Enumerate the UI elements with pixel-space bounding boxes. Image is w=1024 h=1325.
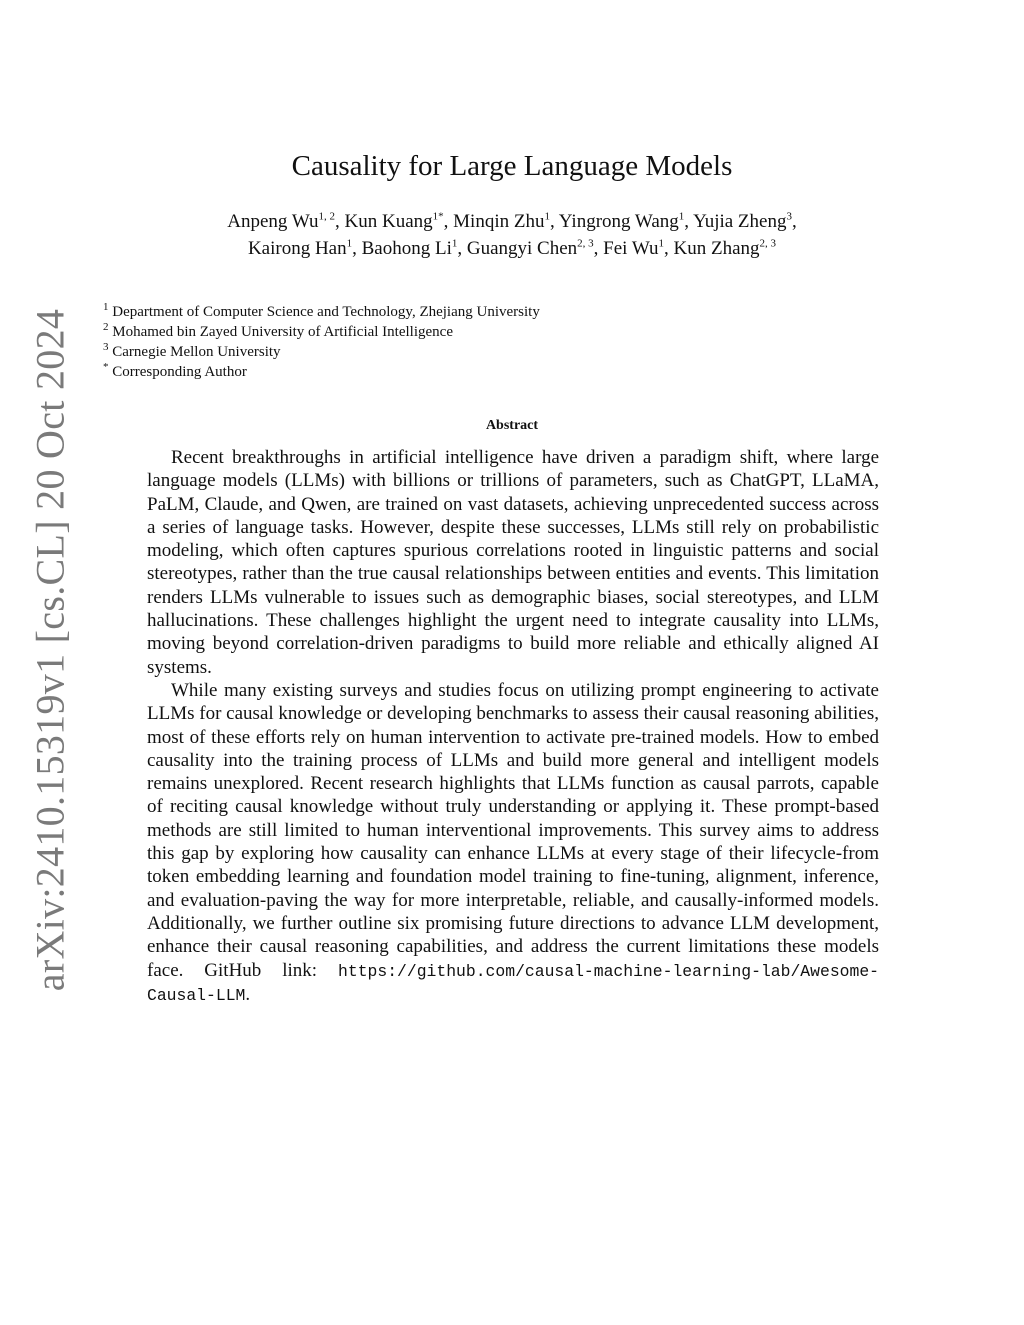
author: Guangyi Chen$^{2, 3}$,	[466, 237, 604, 259]
abstract-paragraph-text: While many existing surveys and studies focus on utilizing prompt engineering to activate LLMs for causal knowledge or developing benchmarks to assess their causal reasoning abilities, most of these efforts rely on human intervention to activate pre-trained models. How to embed causality into the training process of LLMs and build more general and intelligent models remains unexplored. Recent research highlights that LLMs function as causal parrots, capable of reciting causal knowledge without truly understanding or applying it. These prompt-based methods are still limited to human interventional improvements. This survey aims to address this gap by exploring how causality can enhance LLMs at every stage of their lifecycle-from token embedding learning and foundation model training to fine-tuning, alignment, inference, and evaluation-paving the way for more interpretable, reliable, and causally-informed models. Additionally, we further outline six promising future directions to advance LLM development, enhance their causal reasoning capabilities, and address the current limitations these models face. GitHub link:	[147, 679, 879, 981]
link-period: .	[245, 983, 251, 1005]
author: Minqin Zhu$^1$,	[453, 210, 559, 232]
author: Yingrong Wang$^1$,	[558, 210, 694, 232]
author-line-1	[100, 208, 924, 235]
author: Kun Kuang$^{1*}$,	[344, 210, 454, 232]
affiliation: $^1$ Department of Computer Science and Technology, Zhejiang University	[103, 301, 540, 320]
author: Baohong Li$^1$,	[361, 237, 467, 259]
abstract-paragraph: Recent breakthroughs in artificial intelligence have driven a paradigm shift, where large language models (LLMs) with billions or trillions of parameters, such as ChatGPT, LLaMA, PaLM, Claude, and Qwen, are trained on vast datasets, achieving unprecedented success across a series of language tasks. However, despite these successes, LLMs still rely on probabilistic modeling, which often captures spurious correlations rooted in linguistic patterns and social stereotypes, rather than the true causal relationships between entities and events. This limitation renders LLMs vulnerable to issues such as demographic biases, social stereotypes, and LLM hallucinations. These challenges highlight the urgent need to integrate causality into LLMs, moving beyond correlation-driven paradigms to build more reliable and ethically aligned AI systems.	[147, 447, 879, 678]
author: Yujia Zheng$^3$,	[693, 210, 797, 232]
author-list	[100, 208, 924, 262]
author: Kun Zhang$^{2, 3}$	[673, 237, 777, 259]
github-link[interactable]: https://github.com/causal-machine-learning-lab/Awesome-Causal-LLM	[147, 961, 879, 1005]
affiliation: $^2$ Mohamed bin Zayed University of Artificial Intelligence	[103, 321, 453, 340]
affiliation: $^3$ Carnegie Mellon University	[103, 341, 281, 360]
paper-title: Causality for Large Language Models	[291, 150, 733, 182]
author: Kairong Han$^1$,	[247, 237, 362, 259]
arxiv-identifier-text: arXiv:2410.15319v1 [cs.CL] 20 Oct 2024	[27, 308, 73, 992]
affiliation-list	[103, 302, 803, 382]
abstract-body	[147, 446, 879, 1007]
abstract-paragraph	[147, 679, 879, 1007]
author: Anpeng Wu$^{1, 2}$,	[227, 210, 345, 232]
author-line-2	[100, 235, 924, 262]
author: Fei Wu$^1$,	[603, 237, 674, 259]
arxiv-identifier-stamp	[20, 308, 80, 992]
abstract-heading: Abstract	[485, 418, 539, 433]
affiliation: * Corresponding Author	[103, 361, 247, 380]
